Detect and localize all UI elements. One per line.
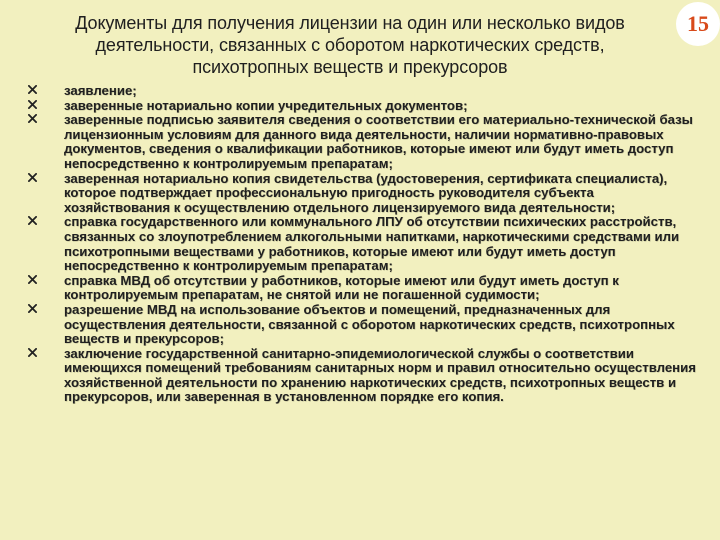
slide-title — [40, 12, 660, 78]
list-item — [28, 172, 698, 216]
list-item-text: заключение государственной санитарно-эпидемиологической службы о соответствии имеющихся помещений требованиям санитарных норм и правил относительно осуществления хозяйственной деятельности по хранению наркотических средств, психотропных веществ и прекурсоров, или заверенная в установленном порядке его копия. — [64, 345, 696, 405]
page-number-badge — [676, 2, 720, 46]
list-item-text: справка МВД об отсутствии у работников, которые имеют или будут иметь доступ к контролируемым препаратам, не снятой или не погашенной судимости; — [64, 272, 619, 303]
list-item — [28, 215, 698, 273]
page-number: 15 — [687, 11, 709, 36]
list-item-text: заверенная нотариально копия свидетельства (удостоверения, сертификата специалиста), которое подтверждает профессиональную пригодность руководителя субъекта хозяйствования к осуществлению отдельного лицензируемого вида деятельности; — [64, 170, 668, 215]
list-item-text: заверенные нотариально копии учредительных документов; — [64, 97, 468, 113]
x-mark-icon — [28, 216, 38, 226]
x-mark-icon — [28, 85, 38, 95]
x-mark-icon — [28, 348, 38, 358]
list-item-text: заверенные подписью заявителя сведения о соответствии его материально-технической базы лицензионным условиям для данного вида деятельности, наличии нормативно-правовых документов, сведения о квалификации работников, которые имеют или будут иметь доступ непосредственно к контролируемым препаратам; — [64, 112, 693, 171]
x-mark-icon — [28, 114, 38, 124]
list-item-text: разрешение МВД на использование объектов и помещений, предназначенных для осуществления деятельности, связанной с оборотом наркотических средств, психотропных веществ и прекурсоров; — [64, 301, 675, 347]
list-item — [28, 274, 698, 303]
list-item-text: справка государственного или коммунального ЛПУ об отсутствии психических расстройств, связанных со злоупотреблением алкогольными напитками, наркотическими средствами или психотропными веществами у работников, которые имеют или будут иметь доступ непосредственно к контролируемым препаратам; — [64, 214, 680, 274]
title-line-2: деятельности, связанных с оборотом наркотических средств, — [95, 35, 605, 55]
list-item — [28, 303, 698, 347]
list-item — [28, 113, 698, 171]
title-line-3: психотропных веществ и прекурсоров — [192, 57, 508, 77]
x-mark-icon — [28, 275, 38, 285]
list-item — [28, 84, 698, 99]
list-item-text: заявление; — [64, 83, 137, 98]
list-item — [28, 347, 698, 405]
document-list — [28, 84, 698, 405]
list-item — [28, 99, 698, 114]
x-mark-icon — [28, 100, 38, 110]
x-mark-icon — [28, 173, 38, 183]
title-line-1: Документы для получения лицензии на один или несколько видов — [75, 13, 625, 33]
x-mark-icon — [28, 304, 38, 314]
